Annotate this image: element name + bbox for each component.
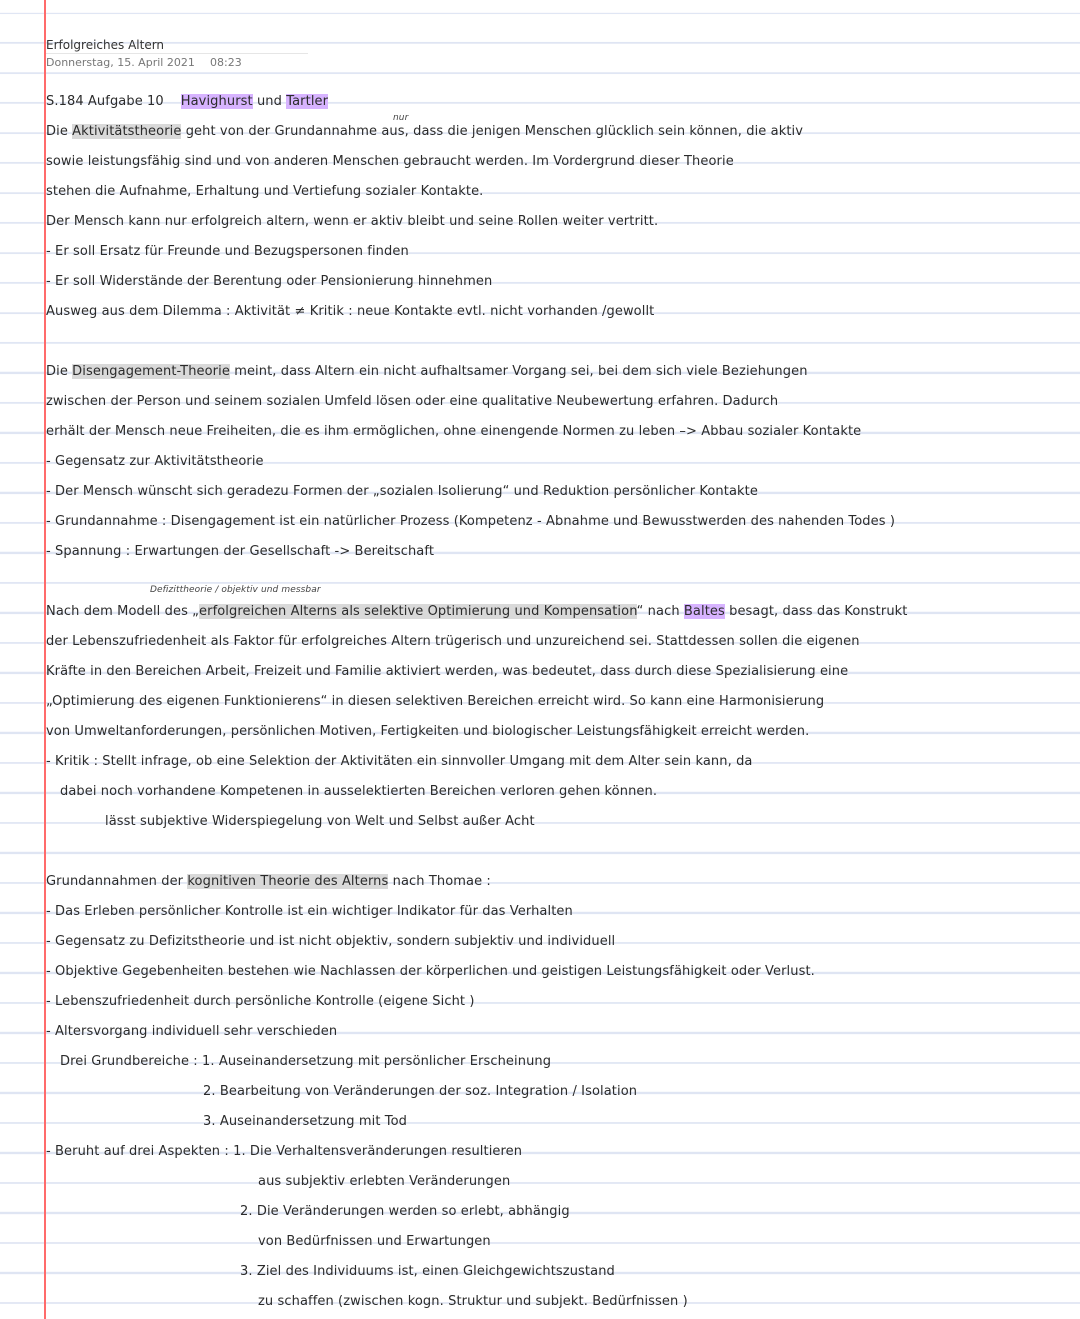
task-connector: und (256, 94, 282, 109)
highlight-soc-model: erfolgreichen Alterns als selektive Optimierung und Kompensation (199, 604, 637, 619)
text-span: besagt, dass das Konstrukt (724, 604, 908, 619)
text-span: “ nach (636, 604, 684, 619)
cognitive-line-2: - Das Erleben persönlicher Kontrolle ist ein wichtiger Indikator für das Verhalten (46, 904, 573, 919)
title-underline (46, 53, 308, 54)
text-span: Die (46, 364, 68, 379)
text-span: nach Thomae : (392, 874, 491, 889)
soc-line-4: „Optimierung des eigenen Funktionierens“ in diesen selektiven Bereichen erreicht wird. So kann eine Harmonisierung (46, 694, 825, 709)
cognitive-line-12: 2. Die Veränderungen werden so erlebt, abhängig (240, 1204, 570, 1219)
disengagement-line-1 (46, 364, 808, 379)
text-span: meint, dass Altern ein nicht aufhaltsamer Vorgang sei, bei dem sich viele Beziehungen (234, 364, 808, 379)
cognitive-line-14: 3. Ziel des Individuums ist, einen Gleichgewichtszustand (240, 1264, 615, 1279)
activity-line-2: sowie leistungsfähig sind und von anderen Menschen gebraucht werden. Im Vordergrund dieser Theorie (46, 154, 734, 169)
cognitive-line-8: 2. Bearbeitung von Veränderungen der soz. Integration / Isolation (203, 1084, 638, 1099)
task-heading (46, 94, 328, 109)
soc-line-3: Kräfte in den Bereichen Arbeit, Freizeit und Familie aktiviert werden, was bedeutet, dass durch diese Spezialisierung eine (46, 664, 849, 679)
cognitive-line-1 (46, 874, 491, 889)
cognitive-line-11: aus subjektiv erlebten Veränderungen (258, 1174, 511, 1189)
activity-line-5: - Er soll Ersatz für Freunde und Bezugspersonen finden (46, 244, 409, 259)
activity-line-3: stehen die Aufnahme, Erhaltung und Vertiefung sozialer Kontakte. (46, 184, 484, 199)
page-date: Donnerstag, 15. April 2021 (46, 56, 195, 69)
cognitive-line-13: von Bedürfnissen und Erwartungen (258, 1234, 491, 1249)
disengagement-line-5: - Der Mensch wünscht sich geradezu Formen der „sozialen Isolierung“ und Reduktion persönlicher Kontakte (46, 484, 758, 499)
soc-line-7: dabei noch vorhandene Kompetenen in ausselektierten Bereichen verloren gehen können. (60, 784, 658, 799)
cognitive-line-4: - Objektive Gegebenheiten bestehen wie Nachlassen der körperlichen und geistigen Leistungsfähigkeit oder Verlust. (46, 964, 815, 979)
disengagement-line-4: - Gegensatz zur Aktivitätstheorie (46, 454, 264, 469)
soc-line-5: von Umweltanforderungen, persönlichen Motiven, Fertigkeiten und biologischer Leistungsfähigkeit erreicht werden. (46, 724, 810, 739)
disengagement-line-3: erhält der Mensch neue Freiheiten, die es ihm ermöglichen, ohne einengende Normen zu leben –> Abbau sozialer Kontakte (46, 424, 862, 439)
text-span: Nach dem Modell des „ (46, 604, 200, 619)
cognitive-line-3: - Gegensatz zu Defizitstheorie und ist nicht objektiv, sondern subjektiv und individuell (46, 934, 616, 949)
cognitive-line-7: Drei Grundbereiche : 1. Auseinandersetzung mit persönlicher Erscheinung (60, 1054, 552, 1069)
page-time: 08:23 (210, 56, 242, 69)
highlight-tartler: Tartler (286, 94, 329, 109)
cognitive-line-6: - Altersvorgang individuell sehr verschieden (46, 1024, 338, 1039)
disengagement-line-2: zwischen der Person und seinem sozialen Umfeld lösen oder eine qualitative Neubewertung erfahren. Dadurch (46, 394, 779, 409)
page-title[interactable]: Erfolgreiches Altern (46, 38, 165, 52)
text-span: geht von der Grundannahme aus, dass die jenigen Menschen glücklich sein können, die aktiv (185, 124, 804, 139)
activity-line-1 (46, 124, 803, 139)
highlight-aktivitaetstheorie: Aktivitätstheorie (72, 124, 182, 139)
insert-word: nur (393, 113, 409, 123)
activity-line-6: - Er soll Widerstände der Berentung oder Pensionierung hinnehmen (46, 274, 493, 289)
soc-line-2: der Lebenszufriedenheit als Faktor für erfolgreiches Altern trügerisch und unzureichend sei. Stattdessen sollen die eigenen (46, 634, 860, 649)
soc-line-1 (46, 604, 907, 619)
activity-line-4: Der Mensch kann nur erfolgreich altern, wenn er aktiv bleibt und seine Rollen weiter vertritt. (46, 214, 659, 229)
highlight-baltes: Baltes (683, 604, 725, 619)
soc-line-6: - Kritik : Stellt infrage, ob eine Selektion der Aktivitäten ein sinnvoller Umgang mit dem Alter sein kann, da (46, 754, 753, 769)
cognitive-line-15: zu schaffen (zwischen kogn. Struktur und subjekt. Bedürfnissen ) (258, 1294, 688, 1309)
text-span: Grundannahmen der (46, 874, 184, 889)
cognitive-line-9: 3. Auseinandersetzung mit Tod (203, 1114, 407, 1129)
disengagement-line-6: - Grundannahme : Disengagement ist ein natürlicher Prozess (Kompetenz - Abnahme und Bewusstwerden des nahenden Todes ) (46, 514, 895, 529)
highlight-havighurst: Havighurst (180, 94, 253, 109)
text-span: Die (46, 124, 68, 139)
activity-line-7: Ausweg aus dem Dilemma : Aktivität ≠ Kritik : neue Kontakte evtl. nicht vorhanden /gewollt (46, 304, 655, 319)
cognitive-line-5: - Lebenszufriedenheit durch persönliche Kontrolle (eigene Sicht ) (46, 994, 475, 1009)
defizit-note: Defizittheorie / objektiv und messbar (150, 585, 321, 595)
soc-line-8: lässt subjektive Widerspiegelung von Welt und Selbst außer Acht (105, 814, 535, 829)
highlight-kognitive-theorie: kognitiven Theorie des Alterns (187, 874, 389, 889)
cognitive-line-10: - Beruht auf drei Aspekten : 1. Die Verhaltensveränderungen resultieren (46, 1144, 523, 1159)
task-prefix: S.184 Aufgabe 10 (46, 94, 164, 109)
disengagement-line-7: - Spannung : Erwartungen der Gesellschaft -> Bereitschaft (46, 544, 435, 559)
highlight-disengagement: Disengagement-Theorie (72, 364, 230, 379)
